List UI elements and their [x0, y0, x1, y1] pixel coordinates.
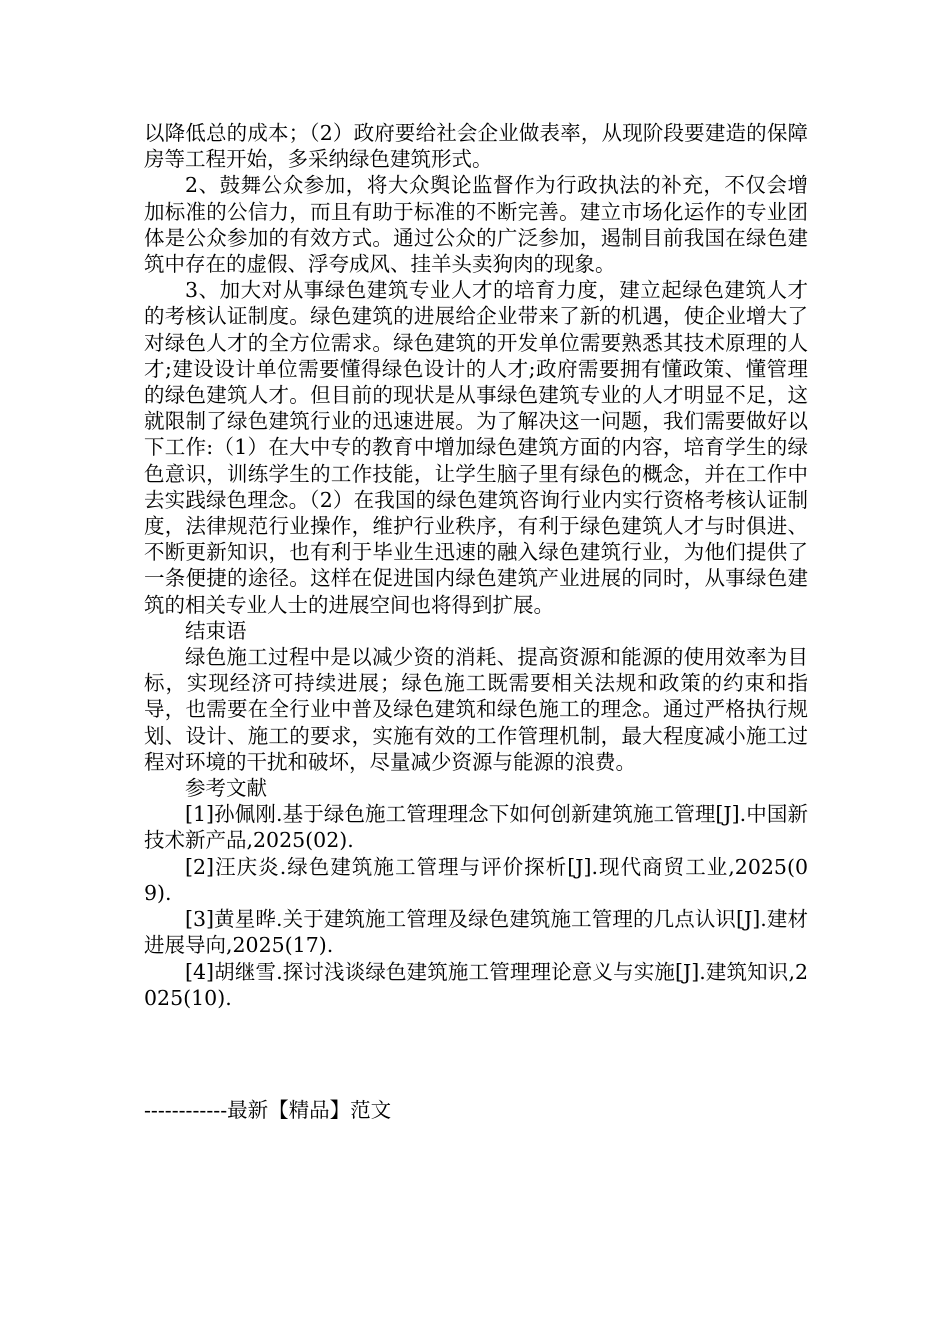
paragraph-cost-and-government: 以降低总的成本；（2）政府要给社会企业做表率，从现阶段要建造的保障房等工程开始，多采纳绿色建筑形式。 [144, 121, 808, 172]
reference-item: [2]汪庆炎.绿色建筑施工管理与评价探析[J].现代商贸工业,2025(09). [144, 854, 808, 905]
reference-item: [3]黄星晔.关于建筑施工管理及绿色建筑施工管理的几点认识[J].建材进展导向,2025(17). [144, 907, 808, 958]
reference-item: [1]孙佩刚.基于绿色施工管理理念下如何创新建筑施工管理[J].中国新技术新产品,2025(02). [144, 802, 808, 853]
document-body [144, 120, 808, 1011]
paragraph-public-participation: 2、鼓舞公众参加，将大众舆论监督作为行政执法的补充，不仅会增加标准的公信力，而且有助于标准的不断完善。建立市场化运作的专业团体是公众参加的有效方式。通过公众的广泛参加，遏制目前我国在绿色建筑中存在的虚假、浮夸成风、挂羊头卖狗肉的现象。 [144, 173, 808, 277]
reference-item: [4]胡继雪.探讨浅谈绿色建筑施工管理理论意义与实施[J].建筑知识,2025(10). [144, 959, 808, 1010]
paragraph-conclusion: 绿色施工过程中是以减少资的消耗、提高资源和能源的使用效率为目标，实现经济可持续进展；绿色施工既需要相关法规和政策的约束和指导，也需要在全行业中普及绿色建筑和绿色施工的理念。通过严格执行规划、设计、施工的要求，实施有效的工作管理机制，最大程度减小施工过程对环境的干扰和破坏，尽量减少资源与能源的浪费。 [144, 645, 808, 774]
heading-references: 参考文献 [185, 776, 267, 801]
paragraph-talent-training: 3、加大对从事绿色建筑专业人才的培育力度，建立起绿色建筑人才的考核认证制度。绿色建筑的进展给企业带来了新的机遇，使企业增大了对绿色人才的全方位需求。绿色建筑的开发单位需要熟悉其技术原理的人才;建设设计单位需要懂得绿色设计的人才;政府需要拥有懂政策、懂管理的绿色建筑人才。但目前的现状是从事绿色建筑专业的人才明显不足，这就限制了绿色建筑行业的迅速进展。为了解决这一问题，我们需要做好以下工作:（1）在大中专的教育中增加绿色建筑方面的内容，培育学生的绿色意识，训练学生的工作技能，让学生脑子里有绿色的概念，并在工作中去实践绿色理念。（2）在我国的绿色建筑咨询行业内实行资格考核认证制度，法律规范行业操作，维护行业秩序，有利于绿色建筑人才与时俱进、不断更新知识，也有利于毕业生迅速的融入绿色建筑行业，为他们提供了一条便捷的途径。这样在促进国内绿色建筑产业进展的同时，从事绿色建筑的相关专业人士的进展空间也将得到扩展。 [144, 278, 808, 617]
heading-conclusion: 结束语 [185, 618, 247, 643]
footer-tagline: ------------最新【精品】范文 [144, 1098, 392, 1122]
